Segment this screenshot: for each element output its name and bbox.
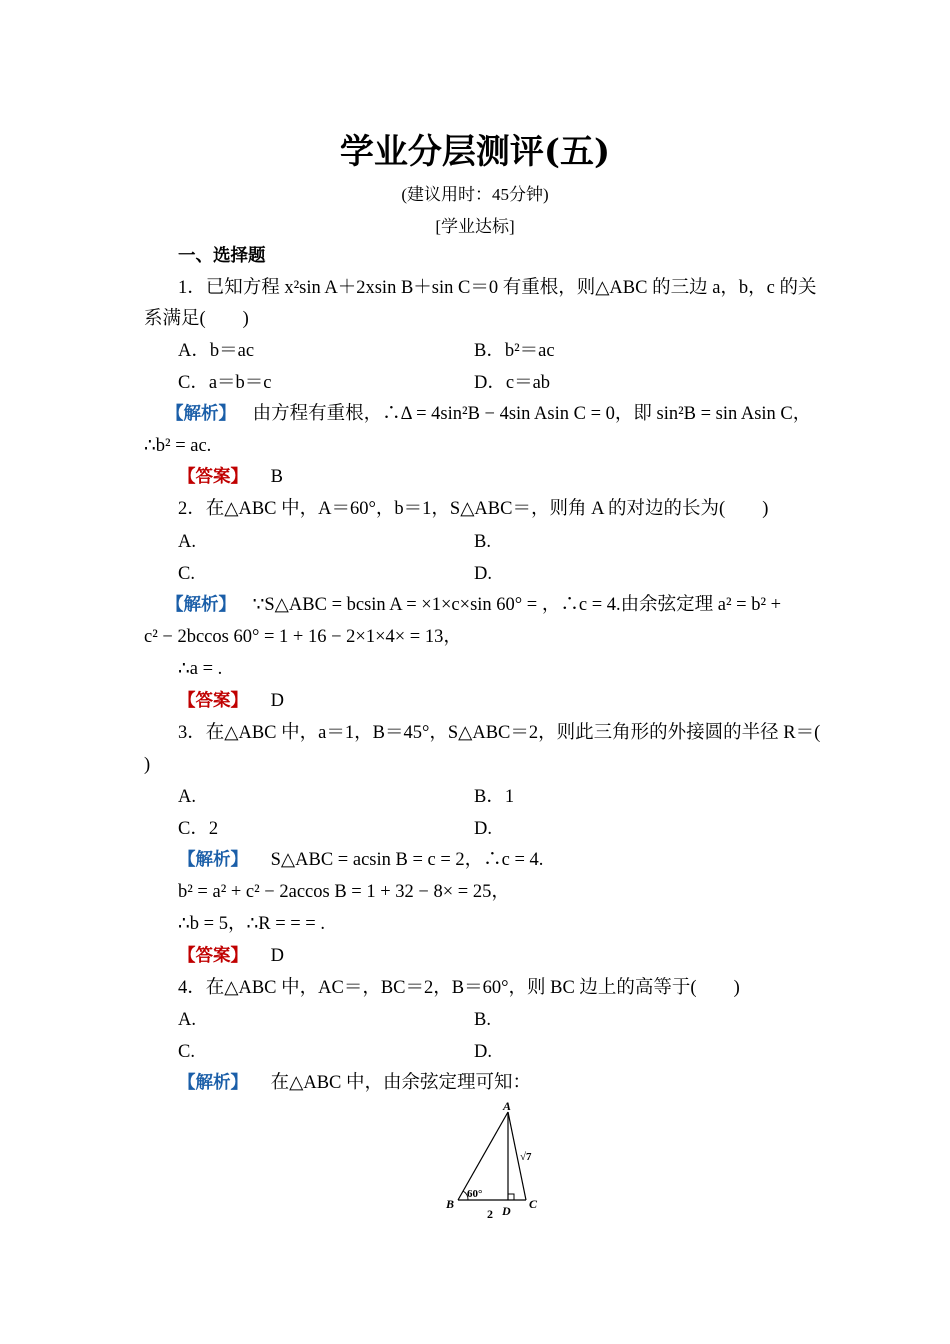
triangle-figure <box>440 1098 550 1223</box>
q4-option-d: D. <box>474 1042 492 1062</box>
q3-answer <box>178 943 284 969</box>
q2-answer <box>178 688 284 714</box>
q2-option-a: A. <box>178 532 196 552</box>
q1-option-c: C．a＝b＝c <box>178 373 272 393</box>
q1-analysis-text: 由方程有重根，∴Δ = 4sin²B − 4sin Asin C = 0，即 sin²B = sin Asin C， <box>252 404 812 424</box>
q3-answer-value: D <box>270 946 284 966</box>
q1-option-b: B．b²＝ac <box>474 341 555 361</box>
q4-analysis-line1 <box>178 1070 531 1096</box>
q1-stem-line2: 系满足( ) <box>144 309 249 329</box>
answer-tag: 【答案】 <box>178 946 248 966</box>
time-hint: (建议用时：45分钟) <box>401 185 549 204</box>
analysis-tag: 【解析】 <box>178 850 248 870</box>
q4-option-b: B. <box>474 1010 491 1030</box>
section-tag: [学业达标] <box>435 217 515 236</box>
q1-answer-value: B <box>270 467 283 487</box>
right-angle-mark <box>508 1194 514 1200</box>
q3-analysis-line3: ∴b = 5，∴R = = = . <box>178 914 325 934</box>
q3-analysis-line1 <box>178 847 543 873</box>
q3-analysis-line2: b² = a² + c² − 2accos B = 1 + 32 − 8× = 25， <box>178 882 510 902</box>
label-d: D <box>502 1204 511 1218</box>
analysis-tag: 【解析】 <box>166 404 236 424</box>
side-ac-label: √7 <box>520 1151 532 1163</box>
q3-option-a: A. <box>178 787 196 807</box>
q3-option-d: D. <box>474 819 492 839</box>
q3-stem-line1: 3．在△ABC 中，a＝1，B＝45°，S△ABC＝2，则此三角形的外接圆的半径 R＝( <box>178 723 821 743</box>
page-title: 学业分层测评(五) <box>339 132 611 172</box>
q2-analysis-line1 <box>166 592 781 618</box>
q4-analysis-text: 在△ABC 中，由余弦定理可知： <box>270 1073 532 1093</box>
q1-option-a: A．b＝ac <box>178 341 255 361</box>
q2-analysis-text: ∵S△ABC = bcsin A = ×1×c×sin 60° = ，∴c = 4.由余弦定理 a² = b² + <box>252 595 782 615</box>
section-heading: 一、选择题 <box>178 246 266 266</box>
side-ab <box>458 1112 508 1200</box>
side-bc-label: 2 <box>487 1207 493 1221</box>
answer-tag: 【答案】 <box>178 691 248 711</box>
q2-option-b: B. <box>474 532 491 552</box>
q2-analysis-line3: ∴a = . <box>178 659 223 679</box>
q2-option-c: C. <box>178 564 195 584</box>
q1-analysis-line2: ∴b² = ac. <box>144 436 212 456</box>
analysis-tag: 【解析】 <box>166 595 236 615</box>
q2-stem: 2．在△ABC 中，A＝60°，b＝1，S△ABC＝，则角 A 的对边的长为( ) <box>178 499 769 519</box>
label-b: B <box>446 1197 455 1211</box>
angle-label: 60° <box>467 1188 483 1200</box>
answer-tag: 【答案】 <box>178 467 248 487</box>
q3-option-c: C．2 <box>178 819 219 839</box>
q1-option-d: D．c＝ab <box>474 373 551 393</box>
label-a: A <box>503 1099 512 1113</box>
q3-option-b: B．1 <box>474 787 515 807</box>
q2-answer-value: D <box>270 691 284 711</box>
q3-analysis-text: S△ABC = acsin B = c = 2，∴c = 4. <box>270 850 544 870</box>
q2-analysis-line2: c² − 2bccos 60° = 1 + 16 − 2×1×4× = 13， <box>144 627 462 647</box>
analysis-tag: 【解析】 <box>178 1073 248 1093</box>
label-c: C <box>529 1197 538 1211</box>
q4-option-c: C. <box>178 1042 195 1062</box>
q2-option-d: D. <box>474 564 492 584</box>
q1-stem-line1: 1．已知方程 x²sin A＋2xsin B＋sin C＝0 有重根，则△ABC 的三边 a，b，c 的关 <box>178 278 817 298</box>
q4-option-a: A. <box>178 1010 196 1030</box>
q3-stem-line2: ) <box>144 755 151 775</box>
q1-answer <box>178 464 283 490</box>
q1-analysis-line1 <box>166 401 811 427</box>
q4-stem: 4．在△ABC 中，AC＝，BC＝2，B＝60°，则 BC 边上的高等于( ) <box>178 978 740 998</box>
